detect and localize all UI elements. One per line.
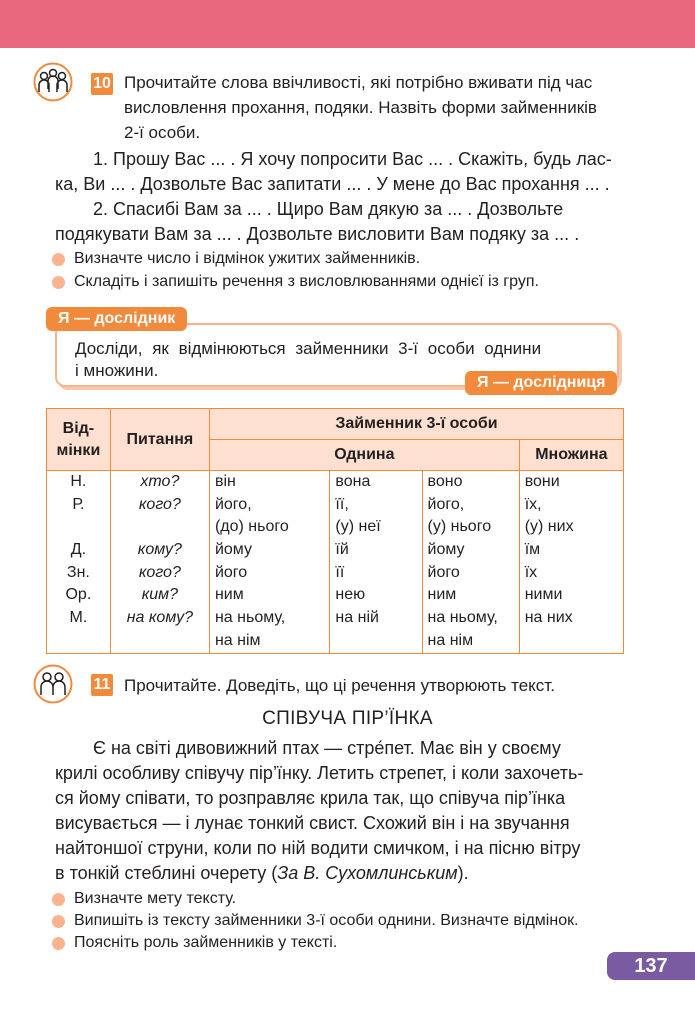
pronoun-cell: його — [214, 563, 248, 581]
research-line1: Досліди, як відмінюються займенники 3-ї особи однини — [75, 339, 542, 358]
question-column — [110, 471, 209, 654]
pronoun-cell: вона — [335, 473, 371, 490]
pronoun-cell: їм — [524, 541, 541, 559]
pronoun-cell: на нім — [214, 631, 261, 649]
pronoun-cell: його, — [214, 495, 252, 513]
header-plural: Множина — [519, 440, 623, 471]
task10-instruction-line3: 2-ї особи. — [124, 123, 201, 142]
case-cell: М. — [69, 609, 88, 627]
pronoun-cell: на ній — [335, 609, 379, 627]
story-line5: найтоншої струни, коли по ній водити смичком, і на пісню вітру — [55, 838, 581, 858]
pronoun-cell: ним — [214, 586, 244, 604]
story-line6-text: в тонкій стеблині очерету ( — [55, 863, 278, 883]
question-cell — [111, 516, 209, 539]
page-number: 137 — [607, 952, 695, 980]
pronoun-cell — [330, 630, 421, 653]
case-cell: Р. — [72, 495, 85, 513]
task-number-11: 11 — [91, 674, 113, 696]
story-source-close: ). — [457, 863, 469, 883]
pronoun-cell: їй — [335, 541, 349, 559]
pronoun-cell: їх, — [524, 495, 542, 513]
story-line3: ся йому співати, то розправляє крила так, що співуча пір’їнка — [55, 788, 566, 808]
story-line6 — [55, 861, 469, 886]
research-line2: і множини. — [75, 361, 159, 380]
researcher-tag-female: Я — дослідниця — [465, 371, 617, 395]
task10-text-line1: 1. Прошу Вас ... . Я хочу попросити Вас ... . Скажіть, будь лас- — [93, 149, 612, 169]
pronoun-cell: на них — [524, 609, 573, 627]
pronoun-cell: вони — [524, 473, 560, 490]
question-cell: кому? — [137, 541, 182, 559]
plural-column — [519, 471, 623, 654]
task10-instruction-line1: Прочитайте слова ввічливості, які потрібно вживати під час — [124, 73, 593, 92]
pronoun-cell: на ньому, — [427, 609, 498, 627]
header-case-part2: мінки — [56, 441, 101, 459]
task10-text-line4: подякувати Вам за ... . Дозвольте висловити Вам подяку за ... . — [55, 224, 580, 244]
task10-text-line3: 2. Спасибі Вам за ... . Щиро Вам дякую за ... . Дозвольте — [93, 199, 564, 219]
header-pronoun: Займенник 3-ї особи — [209, 409, 623, 440]
neuter-column — [422, 471, 519, 654]
story-line2: крилі особливу співучу пір’їнку. Летить стрепет, і коли захочеть- — [55, 763, 584, 783]
question-cell: кого? — [138, 563, 181, 581]
header-question: Питання — [110, 409, 209, 471]
pronoun-cell: її, — [335, 495, 349, 513]
task10-text-line2: ка, Ви ... . Дозвольте Вас запитати ... . У мене до Вас прохання ... . — [55, 174, 610, 194]
task11-bullet-2: Випишіть із тексту займенники 3-ї особи однини. Визначте відмінок. — [52, 910, 579, 932]
pronoun-cell: його, — [427, 495, 465, 513]
pronoun-cell: (у) них — [524, 518, 574, 536]
task11-bullet-3: Поясніть роль займенників у тексті. — [52, 932, 337, 954]
case-cell: Зн. — [66, 563, 90, 581]
header-case-part1: Від- — [62, 419, 95, 437]
pronoun-cell: його — [427, 563, 460, 581]
pronoun-cell: (у) нього — [427, 518, 492, 536]
story-line1: Є на світі дивовижний птах — стре́пет. Має він у своєму — [93, 738, 561, 758]
question-cell: кого? — [138, 495, 181, 513]
pronoun-cell: воно — [427, 473, 463, 490]
pronoun-cell — [520, 630, 623, 653]
task10-bullet-2: Складіть і запишіть речення з висловлюваннями однієї із груп. — [52, 271, 539, 293]
pronoun-cell: її — [335, 563, 345, 581]
question-cell — [111, 630, 209, 653]
task10-bullet-1: Визначте число і відмінок ужитих займенників. — [52, 248, 420, 270]
task11-bullet-1: Визначте мету тексту. — [52, 888, 236, 910]
case-cell — [47, 630, 110, 653]
page-header-bar — [0, 0, 695, 48]
pronoun-cell: йому — [427, 541, 465, 559]
question-cell: хто? — [140, 473, 180, 490]
pronoun-cell: нею — [335, 586, 366, 604]
case-column — [47, 471, 111, 654]
pronoun-cell: ним — [427, 586, 457, 604]
pair-work-icon — [33, 664, 73, 704]
pronoun-cell: на ньому, — [214, 609, 286, 627]
story-line4: висувається — і лунає тонкий свист. Схожий він і на звучання — [55, 813, 570, 833]
task11-instruction: Прочитайте. Доведіть, що ці речення утворюють текст. — [124, 676, 555, 695]
question-cell: на кому? — [126, 609, 194, 627]
pronoun-cell: (до) нього — [214, 518, 289, 536]
pronoun-cell: (у) неї — [335, 518, 381, 536]
task-number-10: 10 — [91, 73, 113, 95]
story-source: За В. Сухомлинським — [277, 863, 458, 883]
masculine-column — [209, 471, 329, 654]
pair-work-icon — [33, 62, 73, 102]
header-case — [47, 409, 111, 471]
pronoun-cell: їх — [524, 563, 538, 581]
feminine-column — [330, 471, 422, 654]
pronoun-cell: ними — [524, 586, 563, 604]
case-cell: Д. — [70, 541, 87, 559]
pronoun-cell: він — [214, 473, 236, 490]
pronoun-cell: йому — [214, 541, 252, 559]
task10-instruction-line2: висловлення прохання, подяки. Назвіть форми займенників — [124, 98, 597, 117]
case-cell: Ор. — [65, 586, 92, 604]
question-cell: ким? — [141, 586, 179, 604]
header-singular: Однина — [209, 440, 519, 471]
text-title: СПІВУЧА ПІР’ЇНКА — [262, 708, 433, 729]
researcher-tag-male: Я — дослідник — [46, 307, 187, 331]
pronoun-declension-table — [46, 408, 624, 654]
case-cell — [47, 516, 110, 539]
case-cell: Н. — [70, 473, 87, 490]
pronoun-cell: на нім — [427, 631, 474, 649]
